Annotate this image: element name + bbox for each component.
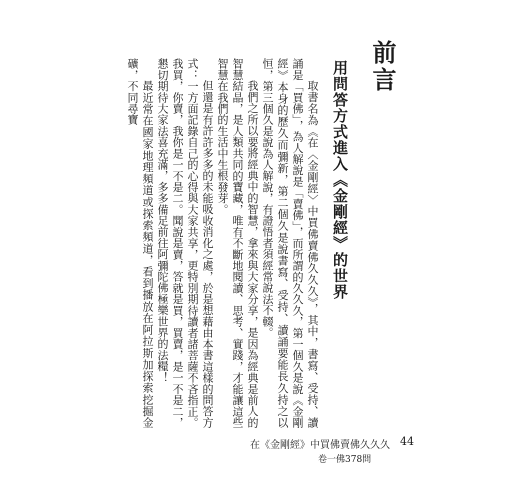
page-title: 前言 (368, 40, 397, 94)
paragraph: 但還是有許許多多的未能吸收消化之處，於是想藉由本書這樣的問答方式：一方面記錄自己的心得與大家共享，更特別期待讀者諸菩薩不吝指正。我買，你賣，我你是一不是二。聞說是賣，答就是買，買賣，是一不是二，懇切期待大家法喜充滿，多多備足前往阿彌陀佛極樂世界的法糧！ (156, 58, 214, 428)
footer-volume: 卷一佛378問 (318, 455, 372, 465)
footer-book-title: 在《金剛經》中買佛賣佛久久久 (250, 440, 390, 451)
paragraph: 我們之所以要將經典中的智慧，拿來與大家分享，是因為經典是前人的智慧結晶，是人類共同的寶藏，唯有不斷地閱讀、思考、實踐，才能讓這些智慧在我們的生活中生根發芽。 (216, 58, 259, 428)
paragraph: 取書名為《在〈金剛經〉中買佛賣佛久久久》，其中，書寫、受持、讀誦是「買佛」，為人解說是「賣佛」，而所謂的久久久，第一個久是說《金剛經》本身的歷久而彌新，第二個久是說書寫、受持、讀誦要能長久持之以恒，第三個久是說為人解說，有證悟者須經常說法不輟。 (261, 58, 319, 428)
body-text (126, 58, 320, 428)
section-subtitle: 用問答方式進入《金剛經》的世界 (331, 60, 349, 300)
page-number: 44 (400, 435, 414, 448)
paragraph: 最近常在國家地理頻道或探索頻道，看到播放在阿拉斯加探索挖掘金礦，不同尋寶 (126, 58, 154, 428)
